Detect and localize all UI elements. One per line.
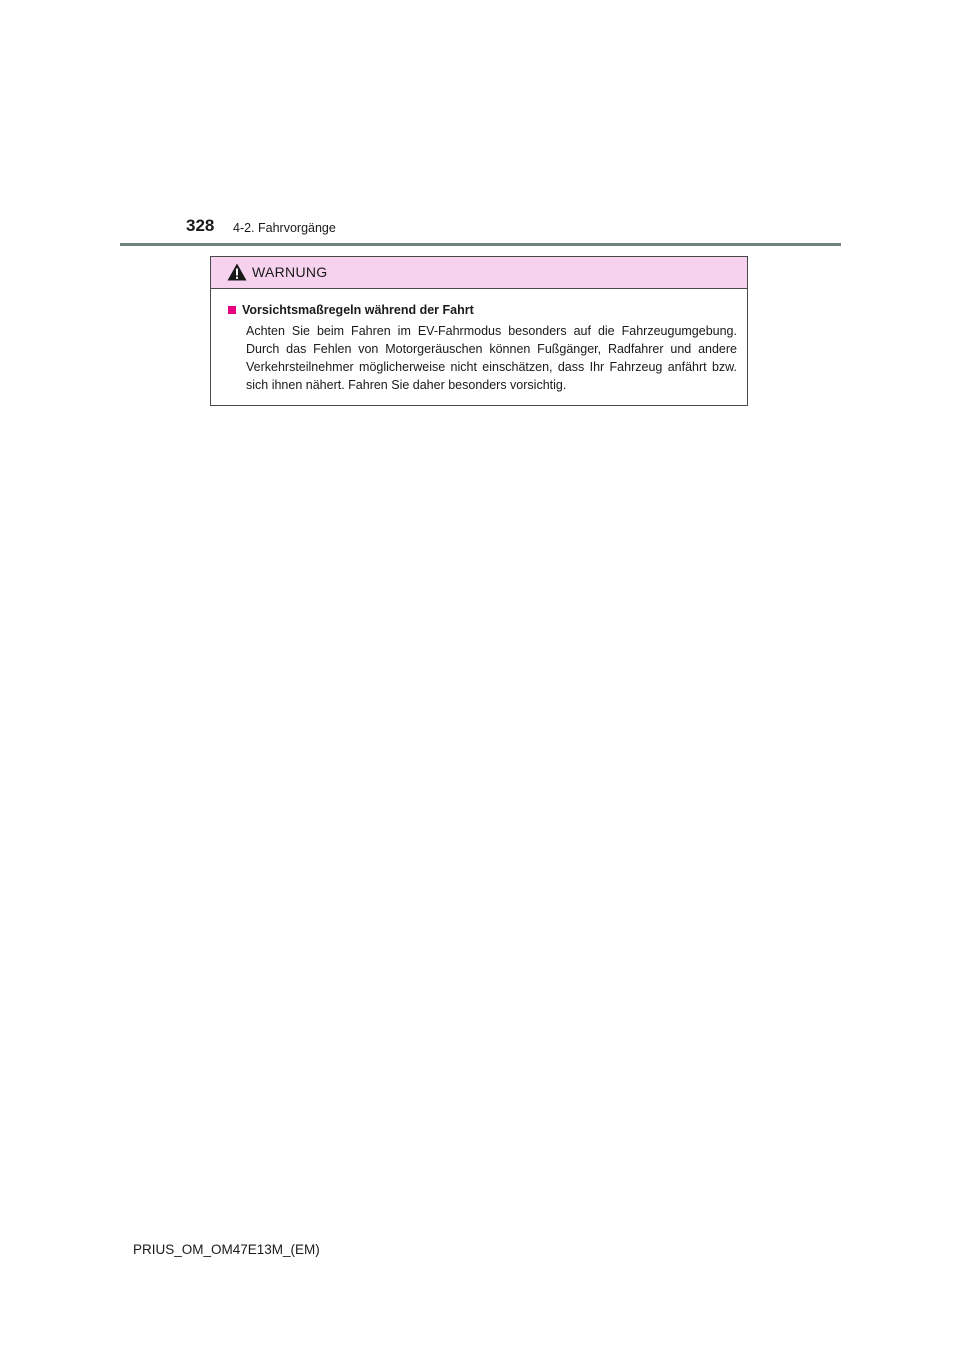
warning-item-heading [228, 301, 737, 319]
warning-header [211, 257, 747, 289]
warning-item-heading-text: Vorsichtsmaßregeln während der Fahrt [242, 303, 474, 317]
page-number: 328 [186, 216, 215, 235]
warning-triangle-icon [227, 263, 247, 281]
warning-title: WARNUNG [252, 264, 328, 280]
warning-item-text: Achten Sie beim Fahren im EV-Fahrmodus besonders auf die Fahrzeugumgebung. Durch das Fehlen von Motorgeräuschen können Fußgänger, Radfahrer und andere Verkehrsteilnehmer möglicherweise nicht einschätzen, dass Ihr Fahrzeug anfährt bzw. sich ihnen nähert. Fahren Sie daher besonders vorsichtig. [246, 324, 737, 392]
header-divider [120, 243, 841, 246]
warning-body [211, 289, 747, 394]
warning-box [210, 256, 748, 406]
square-bullet-icon [228, 306, 236, 314]
document-code: PRIUS_OM_OM47E13M_(EM) [133, 1242, 320, 1257]
section-title: 4-2. Fahrvorgänge [233, 221, 336, 235]
